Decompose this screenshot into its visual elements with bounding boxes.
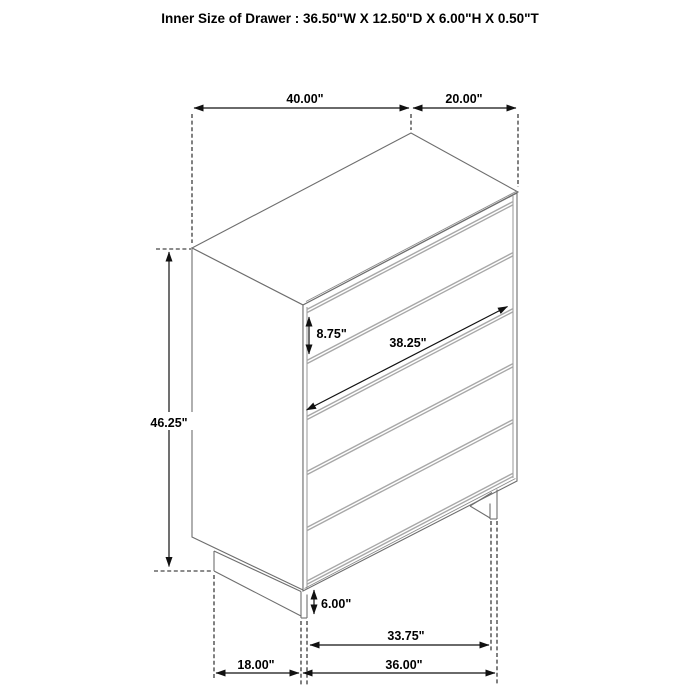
dim-label-base-height: 6.00": [321, 597, 352, 611]
left-side-panel: [192, 248, 303, 590]
dim-label-legs-outer-span: 36.00": [385, 658, 423, 672]
dim-label-drawer-diagonal-width: 38.25": [389, 336, 427, 350]
dim-label-drawer-face-height: 8.75": [316, 327, 347, 341]
dim-label-base-left-inset: 18.00": [237, 658, 275, 672]
dim-label-legs-inner-span: 33.75": [387, 629, 425, 643]
diagram-title: Inner Size of Drawer : 36.50"W X 12.50"D X 6.00"H X 0.50"T: [161, 11, 539, 26]
dim-label-top-width: 40.00": [286, 92, 324, 106]
plinth-right-bottom-edge: [470, 506, 490, 518]
front-leg: [301, 592, 307, 619]
dim-base-height: [314, 590, 351, 614]
dim-label-overall-height: 46.25": [150, 416, 188, 430]
chest-drawing: [192, 133, 518, 618]
dim-label-top-depth: 20.00": [445, 92, 483, 106]
